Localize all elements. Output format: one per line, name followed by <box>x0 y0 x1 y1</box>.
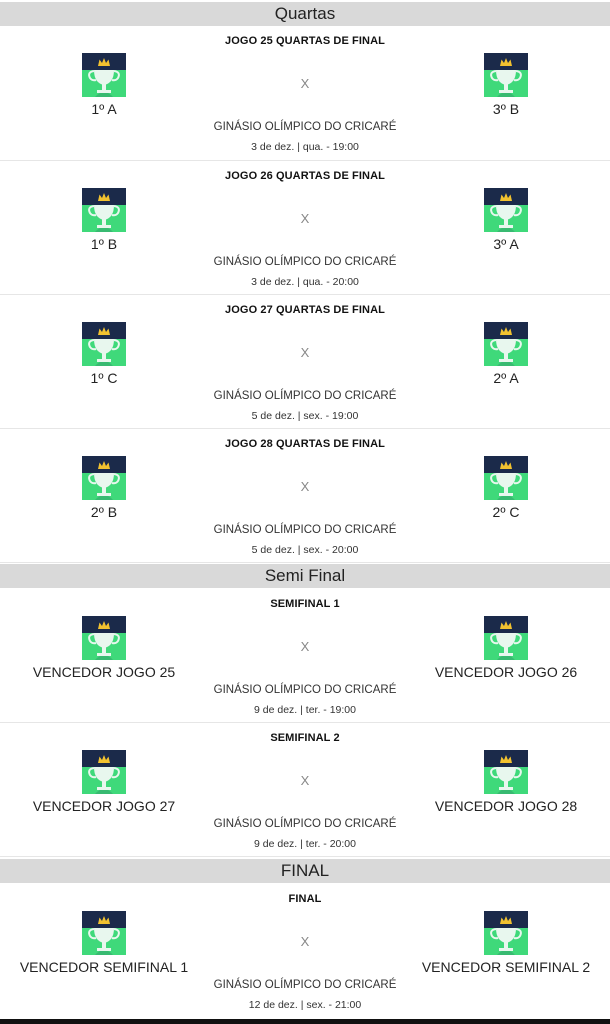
trophy-icon <box>484 616 528 660</box>
match-venue: GINÁSIO OLÍMPICO DO CRICARÉ <box>213 121 397 133</box>
trophy-icon <box>484 911 528 955</box>
match-card-jogo-25[interactable] <box>0 26 610 161</box>
away-team[interactable] <box>396 53 610 117</box>
section-header-semi-final: Semi Final <box>0 564 610 588</box>
home-team-name: VENCEDOR JOGO 25 <box>32 664 176 680</box>
versus-label: X <box>300 479 310 494</box>
match-card-jogo-28[interactable] <box>0 429 610 563</box>
match-datetime: 3 de dez. | qua. - 19:00 <box>251 141 359 153</box>
match-datetime: 3 de dez. | qua. - 20:00 <box>251 276 359 288</box>
match-card-final[interactable] <box>0 884 610 1018</box>
away-team[interactable] <box>396 322 610 386</box>
trophy-icon <box>484 53 528 97</box>
trophy-icon <box>484 750 528 794</box>
section-header-final: FINAL <box>0 859 610 883</box>
versus-label: X <box>300 934 310 949</box>
home-team-name: 2º B <box>90 504 118 520</box>
match-venue: GINÁSIO OLÍMPICO DO CRICARÉ <box>213 256 397 268</box>
match-datetime: 5 de dez. | sex. - 19:00 <box>251 410 359 422</box>
trophy-icon <box>484 188 528 232</box>
match-title: JOGO 25 QUARTAS DE FINAL <box>225 35 385 47</box>
away-team-name: 3º A <box>493 236 519 252</box>
match-datetime: 5 de dez. | sex. - 20:00 <box>251 544 359 556</box>
away-team[interactable] <box>396 616 610 680</box>
away-team-name: VENCEDOR JOGO 28 <box>434 798 578 814</box>
trophy-icon <box>484 456 528 500</box>
away-team-name: VENCEDOR SEMIFINAL 2 <box>421 959 591 975</box>
away-team[interactable] <box>396 911 610 975</box>
match-card-semifinal-2[interactable] <box>0 723 610 857</box>
match-title: JOGO 27 QUARTAS DE FINAL <box>225 304 385 316</box>
match-title: FINAL <box>288 893 322 905</box>
match-venue: GINÁSIO OLÍMPICO DO CRICARÉ <box>213 818 397 830</box>
match-card-semifinal-1[interactable] <box>0 589 610 723</box>
away-team-name: 2º A <box>493 370 519 386</box>
away-team[interactable] <box>396 456 610 520</box>
away-team-name: VENCEDOR JOGO 26 <box>434 664 578 680</box>
home-team-name: 1º C <box>90 370 118 386</box>
home-team-name: VENCEDOR JOGO 27 <box>32 798 176 814</box>
match-title: SEMIFINAL 2 <box>270 732 340 744</box>
away-team-name: 2º C <box>492 504 520 520</box>
match-datetime: 9 de dez. | ter. - 19:00 <box>254 704 356 716</box>
match-card-jogo-26[interactable] <box>0 161 610 295</box>
away-team[interactable] <box>396 750 610 814</box>
match-title: JOGO 28 QUARTAS DE FINAL <box>225 438 385 450</box>
home-team-name: 1º B <box>90 236 118 252</box>
section-header-quartas: Quartas <box>0 2 610 26</box>
versus-label: X <box>300 76 310 91</box>
match-venue: GINÁSIO OLÍMPICO DO CRICARÉ <box>213 524 397 536</box>
versus-label: X <box>300 639 310 654</box>
match-title: SEMIFINAL 1 <box>270 598 340 610</box>
match-venue: GINÁSIO OLÍMPICO DO CRICARÉ <box>213 979 397 991</box>
home-team-name: 1º A <box>91 101 117 117</box>
match-datetime: 12 de dez. | sex. - 21:00 <box>248 999 362 1011</box>
trophy-icon <box>484 322 528 366</box>
match-title: JOGO 26 QUARTAS DE FINAL <box>225 170 385 182</box>
match-datetime: 9 de dez. | ter. - 20:00 <box>254 838 356 850</box>
away-team-name: 3º B <box>492 101 520 117</box>
match-venue: GINÁSIO OLÍMPICO DO CRICARÉ <box>213 390 397 402</box>
match-venue: GINÁSIO OLÍMPICO DO CRICARÉ <box>213 684 397 696</box>
match-card-jogo-27[interactable] <box>0 295 610 429</box>
versus-label: X <box>300 773 310 788</box>
away-team[interactable] <box>396 188 610 252</box>
versus-label: X <box>300 211 310 226</box>
home-team-name: VENCEDOR SEMIFINAL 1 <box>19 959 189 975</box>
bottom-bar <box>0 1019 610 1024</box>
versus-label: X <box>300 345 310 360</box>
